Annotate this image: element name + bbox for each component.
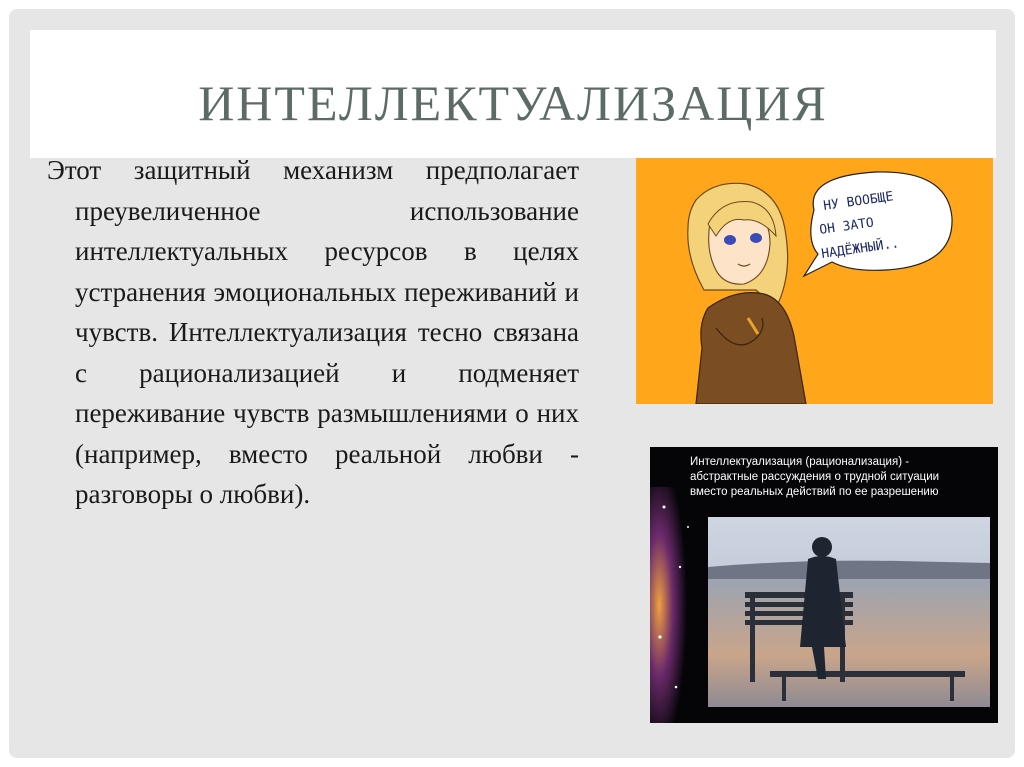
caption-line-1: Интеллектуализация (рационализация) - xyxy=(690,456,910,468)
photo-illustration xyxy=(650,447,998,723)
caption-line-2: абстрактные рассуждения о трудной ситуации xyxy=(690,471,940,483)
caption-line-3: вместо реальных действий по ее разрешению xyxy=(690,486,939,498)
slide-title: ИНТЕЛЛЕКТУАЛИЗАЦИЯ xyxy=(198,75,828,131)
girl-right-eye xyxy=(750,233,762,243)
cartoon-drawing xyxy=(636,158,993,404)
girl-left-eye xyxy=(724,235,736,245)
speech-line-1: НУ ВООБЩЕ xyxy=(822,189,895,214)
speech-line-3: НАДЁЖНЫЙ.. xyxy=(820,236,901,262)
cosmic-border xyxy=(650,487,696,723)
speech-line-2: ОН ЗАТО xyxy=(818,215,875,238)
cartoon-illustration xyxy=(636,158,993,404)
body-paragraph: Этот защитный механизм предполагает преувеличенное использование интеллектуальных ресурсов в целях устранения эмоциональных переживаний и чувств. Интеллектуализация тесно связана с рационализацией и подменяет переживание чувств размышлениями о них (например, вместо реальной любви - разговоры о любви). xyxy=(47,155,579,509)
photo-caption xyxy=(690,455,990,500)
